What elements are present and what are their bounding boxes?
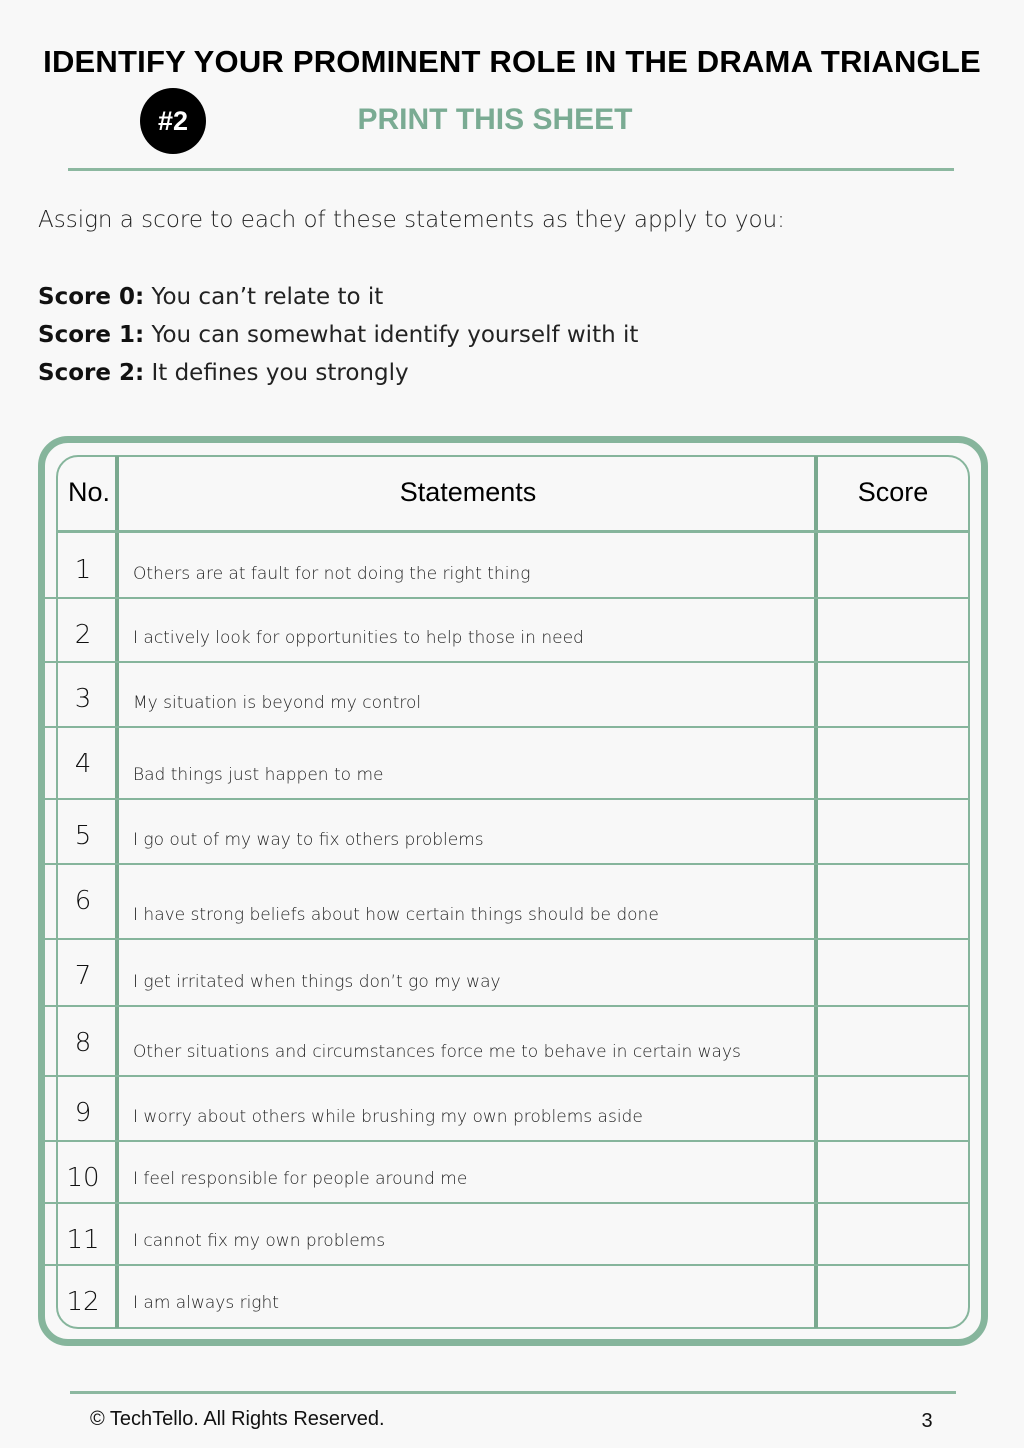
score-input-cell[interactable] bbox=[818, 1006, 966, 1076]
score-legend-item bbox=[38, 320, 638, 358]
row-statement: I get irritated when things don’t go my way bbox=[133, 972, 501, 992]
row-number: 9 bbox=[74, 1098, 92, 1128]
column-header-score: Score bbox=[857, 477, 929, 507]
page-title: IDENTIFY YOUR PROMINENT ROLE IN THE DRAMA TRIANGLE bbox=[43, 44, 981, 79]
score-description: You can’t relate to it bbox=[151, 284, 384, 310]
row-statement: I am always right bbox=[133, 1293, 279, 1313]
score-input-cell[interactable] bbox=[818, 727, 966, 799]
score-input-cell[interactable] bbox=[818, 1141, 966, 1203]
row-statement: I worry about others while brushing my own problems aside bbox=[133, 1107, 643, 1127]
header-divider bbox=[68, 168, 954, 171]
page-number: 3 bbox=[921, 1410, 933, 1432]
score-input-cell[interactable] bbox=[818, 1203, 966, 1265]
row-statement: My situation is beyond my control bbox=[133, 693, 422, 713]
row-number: 12 bbox=[66, 1287, 100, 1317]
row-statement: I go out of my way to fix others problems bbox=[133, 830, 484, 850]
row-number: 5 bbox=[74, 821, 92, 851]
score-input-cell[interactable] bbox=[818, 662, 966, 727]
row-statement: I cannot fix my own problems bbox=[133, 1231, 386, 1251]
score-input-cell[interactable] bbox=[818, 799, 966, 864]
row-number: 6 bbox=[74, 886, 92, 916]
row-statement: Other situations and circumstances force me to behave in certain ways bbox=[133, 1042, 741, 1062]
column-header-statements: Statements bbox=[399, 477, 537, 507]
score-legend bbox=[38, 282, 638, 396]
score-input-cell[interactable] bbox=[818, 864, 966, 939]
row-number: 3 bbox=[74, 684, 92, 714]
row-statement: I feel responsible for people around me bbox=[133, 1169, 468, 1189]
row-number: 7 bbox=[74, 961, 92, 991]
row-statement: Bad things just happen to me bbox=[133, 765, 384, 785]
score-description: You can somewhat identify yourself with it bbox=[151, 322, 639, 348]
score-legend-item bbox=[38, 282, 638, 320]
score-legend-item bbox=[38, 358, 638, 396]
instructions: Assign a score to each of these statements as they apply to you: bbox=[38, 207, 785, 233]
score-input-cell[interactable] bbox=[818, 598, 966, 662]
row-number: 10 bbox=[66, 1163, 100, 1193]
score-key: Score 2: bbox=[38, 360, 145, 386]
score-description: It defines you strongly bbox=[151, 360, 409, 386]
score-key: Score 0: bbox=[38, 284, 145, 310]
column-header-no: No. bbox=[67, 477, 111, 507]
copyright-notice: © TechTello. All Rights Reserved. bbox=[90, 1408, 385, 1430]
row-statement: I have strong beliefs about how certain things should be done bbox=[133, 905, 659, 925]
score-key: Score 1: bbox=[38, 322, 145, 348]
score-input-cell[interactable] bbox=[818, 1076, 966, 1141]
row-number: 11 bbox=[66, 1225, 100, 1255]
row-statement: I actively look for opportunities to help those in need bbox=[133, 628, 584, 648]
row-number: 4 bbox=[74, 749, 92, 779]
score-input-cell[interactable] bbox=[818, 533, 966, 598]
print-sheet-subtitle: PRINT THIS SHEET bbox=[357, 103, 633, 136]
row-number: 8 bbox=[74, 1028, 92, 1058]
score-input-cell[interactable] bbox=[818, 939, 966, 1006]
row-number: 1 bbox=[74, 555, 92, 585]
score-input-cell[interactable] bbox=[818, 1265, 966, 1327]
row-statement: Others are at fault for not doing the right thing bbox=[133, 564, 531, 584]
sheet-number-badge: #2 bbox=[140, 88, 206, 154]
footer-divider bbox=[70, 1391, 956, 1394]
row-number: 2 bbox=[74, 620, 92, 650]
